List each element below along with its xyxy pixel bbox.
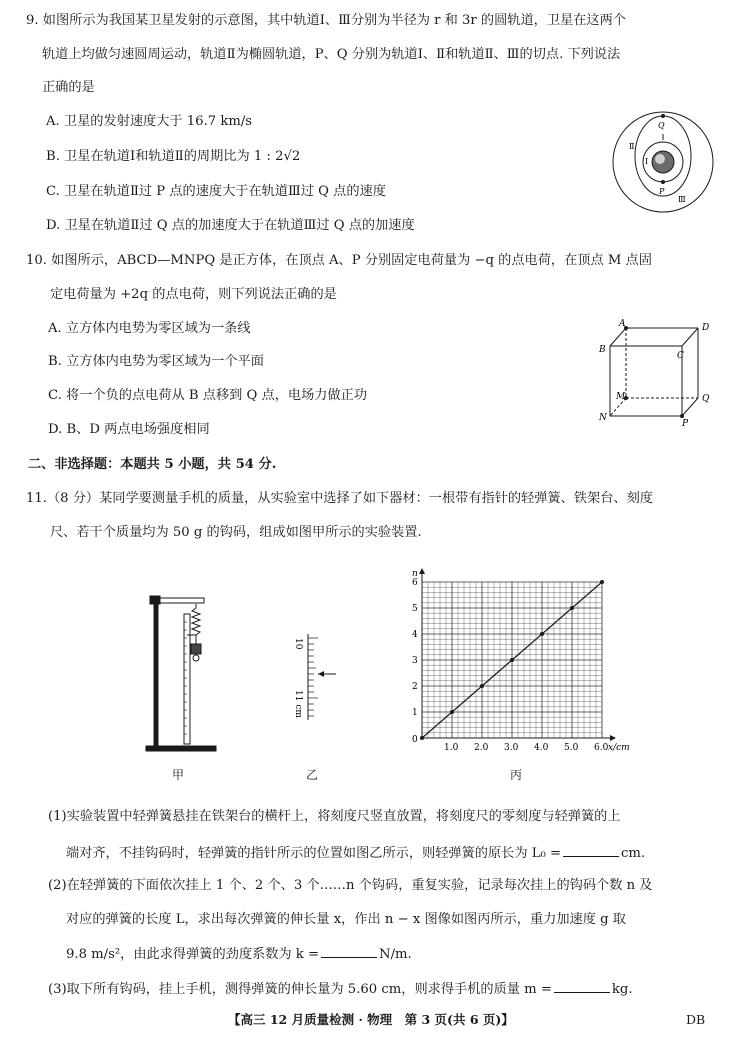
section-heading: 二、非选择题：本题共 5 小题，共 54 分. [28, 457, 277, 472]
vertex-q: Q [702, 394, 710, 404]
vertex-b: B [599, 345, 606, 355]
label-orbit2: Ⅱ [629, 142, 635, 151]
vertex-a: A [619, 319, 626, 329]
point-q-dot [661, 114, 665, 118]
vertex-n: N [599, 413, 607, 423]
x-tick-label: 2.0 [474, 743, 489, 753]
label-q: Q [658, 121, 665, 130]
q10-option-a: A. 立方体内电势为零区域为一条线 [48, 321, 251, 336]
q11-part2-line3 [66, 946, 412, 961]
orbit-diagram [608, 106, 724, 214]
caption-yi: 乙 [306, 768, 319, 782]
q11-part1-line2 [66, 845, 645, 860]
ruler-label-10: 10 [293, 638, 303, 650]
data-point [420, 736, 424, 740]
origin-label: 0 [412, 735, 418, 745]
data-point [570, 606, 574, 610]
answer-blank-k[interactable] [321, 946, 377, 958]
x-tick-label: 3.0 [504, 743, 519, 753]
q11-part2-text: 9.8 m/s²，由此求得弹簧的劲度系数为 k = [66, 947, 320, 962]
label-orbit3: Ⅲ [678, 195, 686, 204]
y-tick-label: 5 [412, 604, 418, 614]
data-point [540, 632, 544, 636]
q11-stem-line1: 11.（8 分）某同学要测量手机的质量，从实验室中选择了如下器材：一根带有指针的轻弹簧、铁架台、刻度 [26, 491, 653, 506]
caption-jia: 甲 [172, 768, 185, 782]
q11-part2-line2: 对应的弹簧的长度 L，求出每次弹簧的伸长量 x，作出 n − x 图像如图丙所示，重力加速度 g 取 [66, 912, 626, 927]
q9-stem-line3: 正确的是 [42, 80, 95, 95]
data-point [480, 684, 484, 688]
label-p: P [659, 187, 665, 196]
x-tick-label: 6.0 [594, 743, 609, 753]
q11-part2-line1: (2)在轻弹簧的下面依次挂上 1 个、2 个、3 个……n 个钩码，重复实验，记录每次挂上的钩码个数 n 及 [48, 878, 653, 893]
q10-stem-line2: 定电荷量为 +2q 的点电荷，则下列说法正确的是 [50, 287, 337, 302]
q10-option-d: D. B、D 两点电场强度相同 [48, 422, 210, 437]
y-axis-arrow-icon [419, 568, 425, 574]
ruler-label-11: 11 cm [293, 690, 303, 718]
q11-part3-unit: kg. [611, 982, 633, 997]
y-tick-label: 2 [412, 682, 418, 692]
footer-code: DB [686, 1012, 706, 1027]
q9-option-a: A. 卫星的发射速度大于 16.7 km/s [46, 114, 253, 129]
q11-part1-line1: (1)实验装置中轻弹簧悬挂在铁架台的横杆上，将刻度尺竖直放置，将刻度尺的零刻度与轻弹簧的上 [48, 809, 621, 824]
data-point [450, 710, 454, 714]
q11-part3 [48, 981, 633, 996]
label-orbit1: Ⅰ [645, 157, 649, 166]
y-tick-label: 3 [412, 656, 418, 666]
y-axis-label: n [412, 569, 418, 579]
x-tick-label: 1.0 [444, 743, 459, 753]
page-footer: 【高三 12 月质量检测 · 物理 第 3 页(共 6 页)】 [228, 1012, 514, 1027]
x-tick-label: 4.0 [534, 743, 549, 753]
n-x-graph [400, 566, 635, 756]
apparatus-figure [140, 592, 220, 757]
x-axis-label: x/cm [608, 743, 630, 753]
q9-option-d: D. 卫星在轨道Ⅱ过 Q 点的加速度大于在轨道Ⅲ过 Q 点的加速度 [46, 218, 415, 233]
pointer-arrow-icon [318, 671, 324, 677]
q9-stem-line2: 轨道上均做匀速圆周运动，轨道Ⅱ为椭圆轨道，P、Q 分别为轨道Ⅰ、Ⅱ和轨道Ⅱ、Ⅲ的切点. 下列说法 [42, 47, 621, 62]
q11-part3-text: (3)取下所有钩码，挂上手机，测得弹簧的伸长量为 5.60 cm，则求得手机的质量 m = [48, 982, 552, 997]
answer-blank-m[interactable] [554, 981, 610, 993]
x-axis-arrow-icon [610, 735, 616, 741]
y-tick-label: 1 [412, 708, 418, 718]
q10-option-b: B. 立方体内电势为零区域为一个平面 [48, 354, 264, 369]
vertex-m: M [616, 392, 626, 402]
q9-option-b: B. 卫星在轨道Ⅰ和轨道Ⅱ的周期比为 1 : 2√2 [46, 149, 301, 164]
ruler-closeup-figure [278, 632, 348, 722]
caption-bing: 丙 [510, 768, 523, 782]
vertex-d: D [702, 323, 710, 333]
q9-option-c: C. 卫星在轨道Ⅱ过 P 点的速度大于在轨道Ⅲ过 Q 点的速度 [46, 184, 386, 199]
q11-part2-unit: N/m. [379, 947, 412, 962]
vertex-c: C [677, 351, 684, 361]
data-point [600, 580, 604, 584]
vertex-p: P [682, 419, 689, 428]
q11-part1-unit: cm. [621, 846, 646, 861]
answer-blank-l0[interactable] [563, 845, 619, 857]
x-tick-label: 5.0 [564, 743, 579, 753]
y-tick-label: 6 [412, 578, 418, 588]
data-point [510, 658, 514, 662]
q10-stem-line1: 10. 如图所示，ABCD—MNPQ 是正方体，在顶点 A、P 分别固定电荷量为 −q 的点电荷，在顶点 M 点固 [26, 253, 652, 268]
y-tick-label: 4 [412, 630, 418, 640]
point-p-dot [661, 180, 665, 184]
cube-diagram [594, 316, 718, 428]
q11-part1-text: 端对齐，不挂钩码时，轻弹簧的指针所示的位置如图乙所示，则轻弹簧的原长为 L₀ = [66, 846, 562, 861]
q11-stem-line2: 尺、若干个质量均为 50 g 的钩码，组成如图甲所示的实验装置. [50, 525, 422, 540]
q9-stem-line1: 9. 如图所示为我国某卫星发射的示意图，其中轨道Ⅰ、Ⅲ分别为半径为 r 和 3r 的圆轨道，卫星在这两个 [26, 13, 626, 28]
q10-option-c: C. 将一个负的点电荷从 B 点移到 Q 点，电场力做正功 [48, 388, 368, 403]
